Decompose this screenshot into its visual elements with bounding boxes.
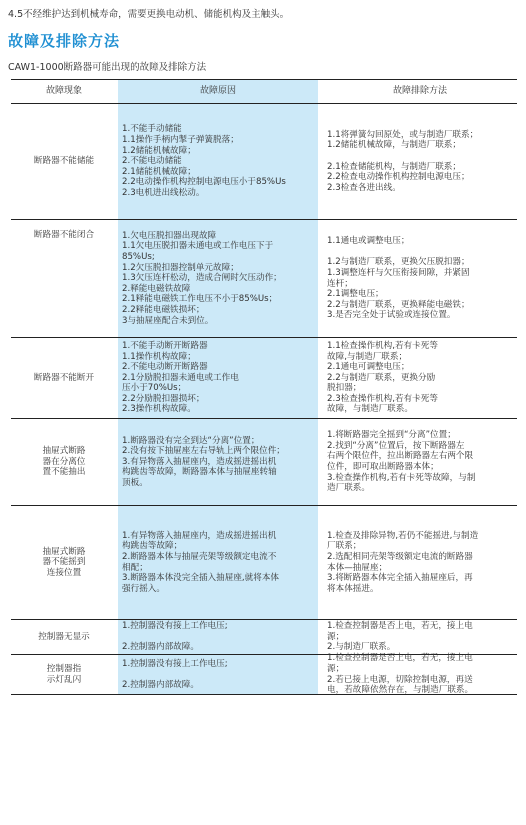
text-line: 2.控制器内部故障。 <box>122 642 199 653</box>
table-row <box>11 506 517 620</box>
text-line: 顶板。 <box>122 477 148 488</box>
text-line: 1.不能手动断开断路器 <box>122 340 208 351</box>
intro-text: 4.5不经维护达到机械寿命，需要更换电动机、储能机构及主触头。 <box>8 9 290 20</box>
text-line: 1.1将弹簧勾回原处，或与制造厂联系； <box>327 129 479 140</box>
text-line: 2.1调整电压； <box>327 289 384 300</box>
text-line: 2.若已接上电源，切除控制电源，再送 <box>327 674 473 685</box>
text-line: 抽屉式断路 <box>42 546 86 557</box>
text-line: 置不能抽出 <box>42 467 86 478</box>
text-line: 2.找到“分离”位置后，按下断路器左 <box>327 440 465 451</box>
text-line: 1.2储能机械故障，与制造厂联系； <box>327 140 461 151</box>
text-line: 1.有异物落入抽屉座内，造成摇进摇出机 <box>122 530 277 541</box>
text-line: 源； <box>327 631 345 642</box>
table-row <box>11 419 517 506</box>
text-line: 厂联系； <box>327 541 362 552</box>
text-line: 1.检查控制器是否上电，若无，接上电 <box>327 621 473 632</box>
table-caption: CAW1-1000断路器可能出现的故障及排除方法 <box>8 62 207 73</box>
text-line <box>122 632 314 643</box>
text-line: 右两个限位件，拉出断路器左右两个限 <box>327 451 474 462</box>
text-line: 连接位置 <box>46 567 82 578</box>
text-line: 断路器不能储能 <box>33 156 95 167</box>
text-line: 2.不能电动储能 <box>122 156 182 167</box>
text-line: 1.3欠压连杆松动，造成合闸时欠压动作； <box>122 273 282 284</box>
text-line: 1.2储能机械故障； <box>122 145 196 156</box>
text-line: 3与抽屉座配合未到位。 <box>122 315 214 326</box>
fault-phenomenon-cell <box>11 220 117 337</box>
text-line: 1.将断路器完全摇到“分离”位置； <box>327 430 456 441</box>
text-line: 强行摇入。 <box>122 583 165 594</box>
text-line: 1.3调整连杆与欠压衔接间隙，并紧固 <box>327 267 470 278</box>
text-line: 压小于70%Us； <box>122 383 187 394</box>
text-line: 2.2电动操作机构控制电源电压小于85%Us <box>122 177 286 188</box>
table-row <box>11 620 517 655</box>
text-line: 连杆； <box>327 278 353 289</box>
text-line: 2.3检查各进出线。 <box>327 182 401 193</box>
fault-phenomenon-cell <box>11 419 117 505</box>
text-line: 故障，与制造厂联系。 <box>327 404 413 415</box>
text-line <box>327 151 513 162</box>
text-line: 2.3检查操作机构,若有卡死等 <box>327 393 438 404</box>
fault-solution-cell <box>319 104 517 219</box>
text-line: 故障,与制造厂联系； <box>327 351 408 362</box>
text-line: 抽屉式断路 <box>42 446 86 457</box>
text-line: 2.2释能电磁铁损坏； <box>122 304 205 315</box>
table-row <box>11 220 517 338</box>
text-line: 2.3操作机构故障。 <box>122 404 196 415</box>
text-line: 1.2与制造厂联系，更换欠压脱扣器； <box>327 257 470 268</box>
text-line: 1.欠电压脱扣器出现故障 <box>122 230 217 241</box>
text-line: 1.检查控制器是否上电，若无，接上电 <box>327 653 473 664</box>
fault-solution-cell <box>319 506 517 619</box>
text-line: 断路器不能闭合 <box>33 230 95 240</box>
text-line: 2.不能电动断开断路器 <box>122 362 208 373</box>
text-line: 2.1释能电磁铁工作电压不小于85%Us； <box>122 294 278 305</box>
text-line: 1.检查及排除异物,若仍不能摇进,与制造 <box>327 530 479 541</box>
table-body <box>11 104 517 695</box>
text-line: 3.将断路器本体完全插入抽屉座后，再 <box>327 573 473 584</box>
text-line: 脱扣器； <box>327 383 362 394</box>
text-line: 2.断路器本体与抽屉壳架等级额定电流不 <box>122 551 277 562</box>
text-line: 1.1检查操作机构,若有卡死等 <box>327 340 438 351</box>
text-line: 3.检查操作机构,若有卡死等故障，与制 <box>327 472 476 483</box>
text-line: 1.1欠电压脱扣器未通电或工作电压下于 <box>122 241 274 252</box>
text-line: 相配； <box>122 562 148 573</box>
header-solution: 故障排除方法 <box>392 86 447 97</box>
text-line: 构跳齿等故障，断路器本体与抽屉座转轴 <box>122 467 277 478</box>
table-row <box>11 104 517 220</box>
fault-cause-cell <box>117 506 319 619</box>
text-line: 1.1操作机构故障； <box>122 351 196 362</box>
fault-solution-cell <box>319 655 517 694</box>
text-line: 3.有异物落入抽屉座内，造成摇进摇出机 <box>122 456 277 467</box>
text-line: 示灯乱闪 <box>46 674 82 685</box>
text-line: 1.2欠压脱扣器控制单元故障； <box>122 262 239 273</box>
fault-cause-cell <box>117 419 319 505</box>
text-line: 1.1操作手柄内掣子弹簧脱落； <box>122 135 239 146</box>
fault-cause-cell <box>117 338 319 418</box>
fault-phenomenon-cell <box>11 104 117 219</box>
text-line <box>122 669 314 680</box>
text-line: 3.断路器本体没完全插入抽屉座,就将本体 <box>122 573 280 584</box>
text-line: 源； <box>327 663 345 674</box>
fault-phenomenon-cell <box>11 338 117 418</box>
fault-solution-cell <box>319 620 517 654</box>
fault-solution-cell <box>319 220 517 337</box>
text-line: 2.2分励脱扣器损坏； <box>122 393 205 404</box>
table-row <box>11 655 517 695</box>
text-line: 2.1通电可调整电压； <box>327 362 410 373</box>
text-line: 器不能摇到 <box>42 557 86 568</box>
text-line <box>327 247 513 258</box>
text-line: 2.释能电磁铁故障 <box>122 283 191 294</box>
fault-solution-cell <box>319 338 517 418</box>
text-line: 3.是否完全处于试验或连接位置。 <box>327 310 456 321</box>
fault-cause-cell <box>117 655 319 694</box>
text-line: 1.控制器没有接上工作电压; <box>122 658 228 669</box>
text-line: 1.断路器没有完全到达“分离”位置； <box>122 435 260 446</box>
text-line: 2.控制器内部故障。 <box>122 679 199 690</box>
text-line: 2.与制造厂联系。 <box>327 642 396 653</box>
fault-phenomenon-cell <box>11 655 117 694</box>
text-line: 位件，即可取出断路器本体； <box>327 462 439 472</box>
fault-table <box>11 79 517 695</box>
table-header-row <box>11 79 517 104</box>
text-line: 器在分离位 <box>42 456 86 467</box>
text-line: 控制器无显示 <box>38 631 90 642</box>
fault-phenomenon-cell <box>11 506 117 619</box>
text-line: 1.不能手动储能 <box>122 124 182 135</box>
fault-phenomenon-cell <box>11 620 117 654</box>
text-line: 85%Us; <box>122 252 155 263</box>
text-line: 2.1储能机械故障； <box>122 166 196 177</box>
text-line: 2.选配相同壳架等级额定电流的断路器 <box>327 551 473 562</box>
text-line: 2.2与制造厂联系，更换释能电磁铁； <box>327 299 470 310</box>
text-line: 1.1通电或调整电压； <box>327 236 410 247</box>
text-line: 1.控制器没有接上工作电压; <box>122 621 228 632</box>
text-line: 造厂联系。 <box>327 483 370 494</box>
header-phenomenon: 故障现象 <box>45 86 82 97</box>
text-line: 2.2与制造厂联系，更换分励 <box>327 372 436 383</box>
header-cause: 故障原因 <box>117 80 319 103</box>
fault-solution-cell <box>319 419 517 505</box>
section-title: 故障及排除方法 <box>8 32 121 50</box>
text-line: 2.1分励脱扣器未通电或工作电 <box>122 372 239 383</box>
text-line: 断路器不能断开 <box>33 372 95 383</box>
fault-cause-cell <box>117 220 319 337</box>
text-line: 电，若故障依然存在，与制造厂联系。 <box>327 685 474 696</box>
text-line: 将本体摇进。 <box>327 583 379 594</box>
table-row <box>11 338 517 419</box>
fault-cause-cell <box>117 104 319 219</box>
text-line: 2.2检查电动操作机构控制电源电压； <box>327 172 470 183</box>
text-line: 构跳齿等故障； <box>122 541 183 552</box>
fault-cause-cell <box>117 620 319 654</box>
text-line: 2.没有按下抽屉座左右导轨上两个限位件； <box>122 446 285 457</box>
text-line: 控制器指 <box>46 663 82 674</box>
text-line: 2.1检查储能机构，与制造厂联系； <box>327 161 461 172</box>
text-line: 本体—抽屉座； <box>327 562 388 573</box>
text-line: 2.3电机进出线松动。 <box>122 187 205 198</box>
